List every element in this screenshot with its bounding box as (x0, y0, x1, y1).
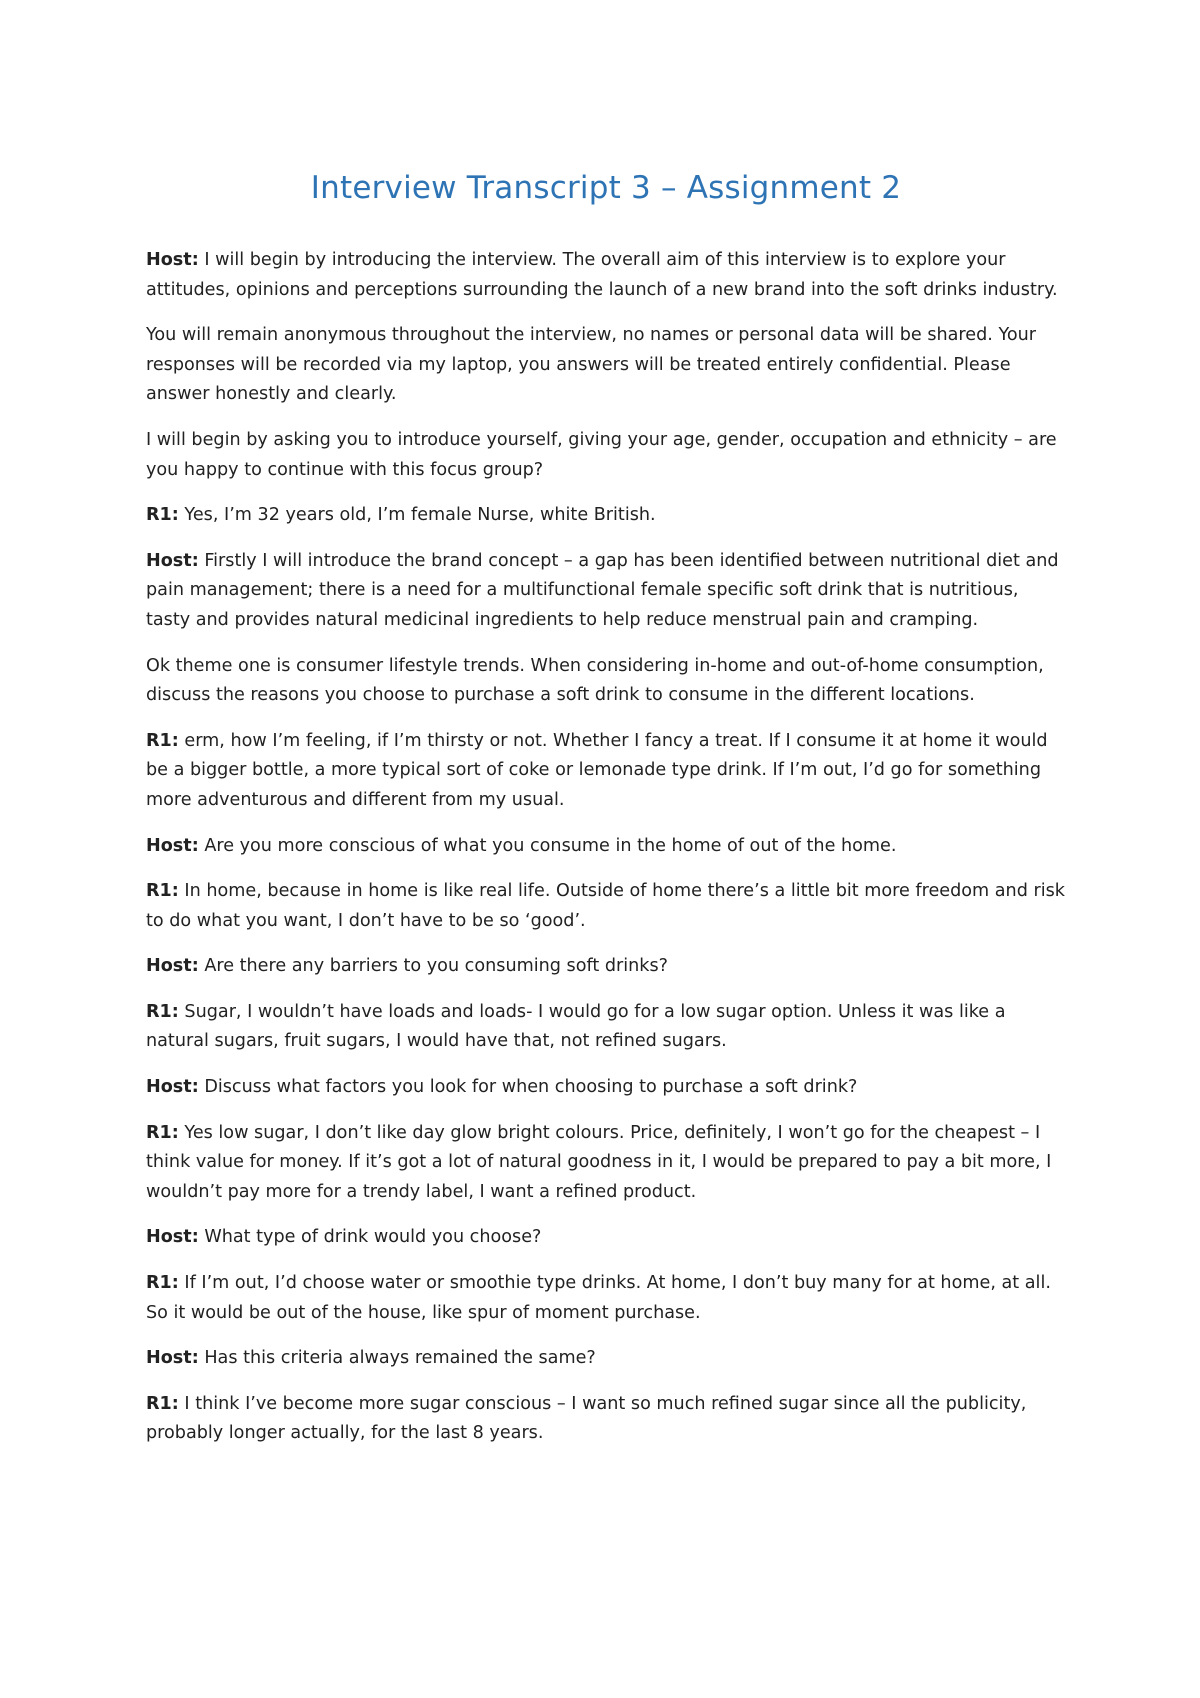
transcript-paragraph (146, 952, 1066, 982)
speaker-label: Host: (146, 1077, 199, 1098)
transcript-paragraph (146, 501, 1066, 531)
speaker-label: Host: (146, 956, 199, 977)
transcript-paragraph (146, 426, 1066, 485)
transcript-paragraph (146, 547, 1066, 636)
speaker-label: Host: (146, 550, 199, 571)
paragraph-text: I will begin by asking you to introduce yourself, giving your age, gender, occupation and ethnicity – are you happy to continue with this focus group? (146, 429, 1057, 480)
transcript-paragraph (146, 246, 1066, 305)
paragraph-text: In home, because in home is like real life. Outside of home there’s a little bit more freedom and risk to do what you want, I don’t have to be so ‘good’. (146, 881, 1065, 931)
speaker-label: R1: (146, 1001, 179, 1022)
speaker-label: R1: (146, 1273, 179, 1294)
paragraph-text: Discuss what factors you look for when choosing to purchase a soft drink? (198, 1077, 858, 1098)
paragraph-text: Yes low sugar, I don’t like day glow bright colours. Price, definitely, I won’t go for the cheapest – I think value for money. If it’s got a lot of natural goodness in it, I would be prepared to pay a bit more, I wouldn’t pay more for a trendy label, I want a refined product. (146, 1122, 1052, 1202)
document-title: Interview Transcript 3 – Assignment 2 (310, 170, 902, 206)
speaker-label: Host: (146, 835, 199, 856)
paragraph-text: Sugar, I wouldn’t have loads and loads- I would go for a low sugar option. Unless it was like a natural sugars, fruit sugars, I would have that, not refined sugars. (146, 1001, 1006, 1052)
paragraph-text: If I’m out, I’d choose water or smoothie type drinks. At home, I don’t buy many for at home, at all. So it would be out of the house, like spur of moment purchase. (146, 1273, 1051, 1323)
transcript-paragraph (146, 832, 1066, 862)
paragraph-text: Are there any barriers to you consuming soft drinks? (198, 956, 668, 977)
speaker-label: Host: (146, 1227, 199, 1248)
speaker-label: Host: (146, 250, 199, 270)
transcript-paragraph (146, 652, 1066, 711)
speaker-label: R1: (146, 881, 179, 902)
speaker-label: Host: (146, 1348, 199, 1369)
paragraph-text: Has this criteria always remained the same? (198, 1348, 596, 1369)
speaker-label: R1: (146, 1393, 179, 1414)
paragraph-text: erm, how I’m feeling, if I’m thirsty or not. Whether I fancy a treat. If I consume it at home it would be a bigger bottle, a more typical sort of coke or lemonade type drink. If I’m out, I’d go for something more adventurous and different from my usual. (146, 730, 1048, 810)
paragraph-text: I think I’ve become more sugar conscious – I want so much refined sugar since all the publicity, probably longer actually, for the last 8 years. (146, 1393, 1027, 1444)
transcript-paragraph (146, 1073, 1066, 1103)
transcript-paragraph (146, 1344, 1066, 1374)
transcript-paragraph (146, 1223, 1066, 1253)
paragraph-text: Firstly I will introduce the brand concept – a gap has been identified between nutritional diet and pain management; there is a need for a multifunctional female specific soft drink that is nutritious, tasty and provides natural medicinal ingredients to help reduce menstrual pain and cramping. (146, 550, 1059, 630)
document-body (146, 168, 1066, 1465)
transcript-paragraph (146, 1390, 1066, 1449)
transcript-paragraph (146, 1119, 1066, 1208)
transcript-paragraph (146, 321, 1066, 410)
transcript-paragraph (146, 727, 1066, 816)
paragraph-text: What type of drink would you choose? (198, 1227, 542, 1248)
paragraph-text: Are you more conscious of what you consume in the home of out of the home. (198, 835, 897, 856)
transcript-paragraph (146, 877, 1066, 936)
paragraph-text: Yes, I’m 32 years old, I’m female Nurse, white British. (178, 505, 656, 526)
speaker-label: R1: (146, 505, 179, 526)
paragraph-text: I will begin by introducing the interview. The overall aim of this interview is to explore your attitudes, opinions and perceptions surrounding the launch of a new brand into the soft drinks industry. (146, 250, 1058, 300)
speaker-label: R1: (146, 730, 179, 751)
speaker-label: R1: (146, 1122, 179, 1143)
paragraph-text: You will remain anonymous throughout the interview, no names or personal data will be shared. Your responses will be recorded via my laptop, you answers will be treated entirely confidential. Please answer honestly and clearly. (146, 325, 1037, 405)
transcript-paragraph (146, 998, 1066, 1057)
paragraph-text: Ok theme one is consumer lifestyle trends. When considering in-home and out-of-home consumption, discuss the reasons you choose to purchase a soft drink to consume in the different locations. (146, 655, 1044, 706)
transcript-paragraph (146, 1269, 1066, 1328)
